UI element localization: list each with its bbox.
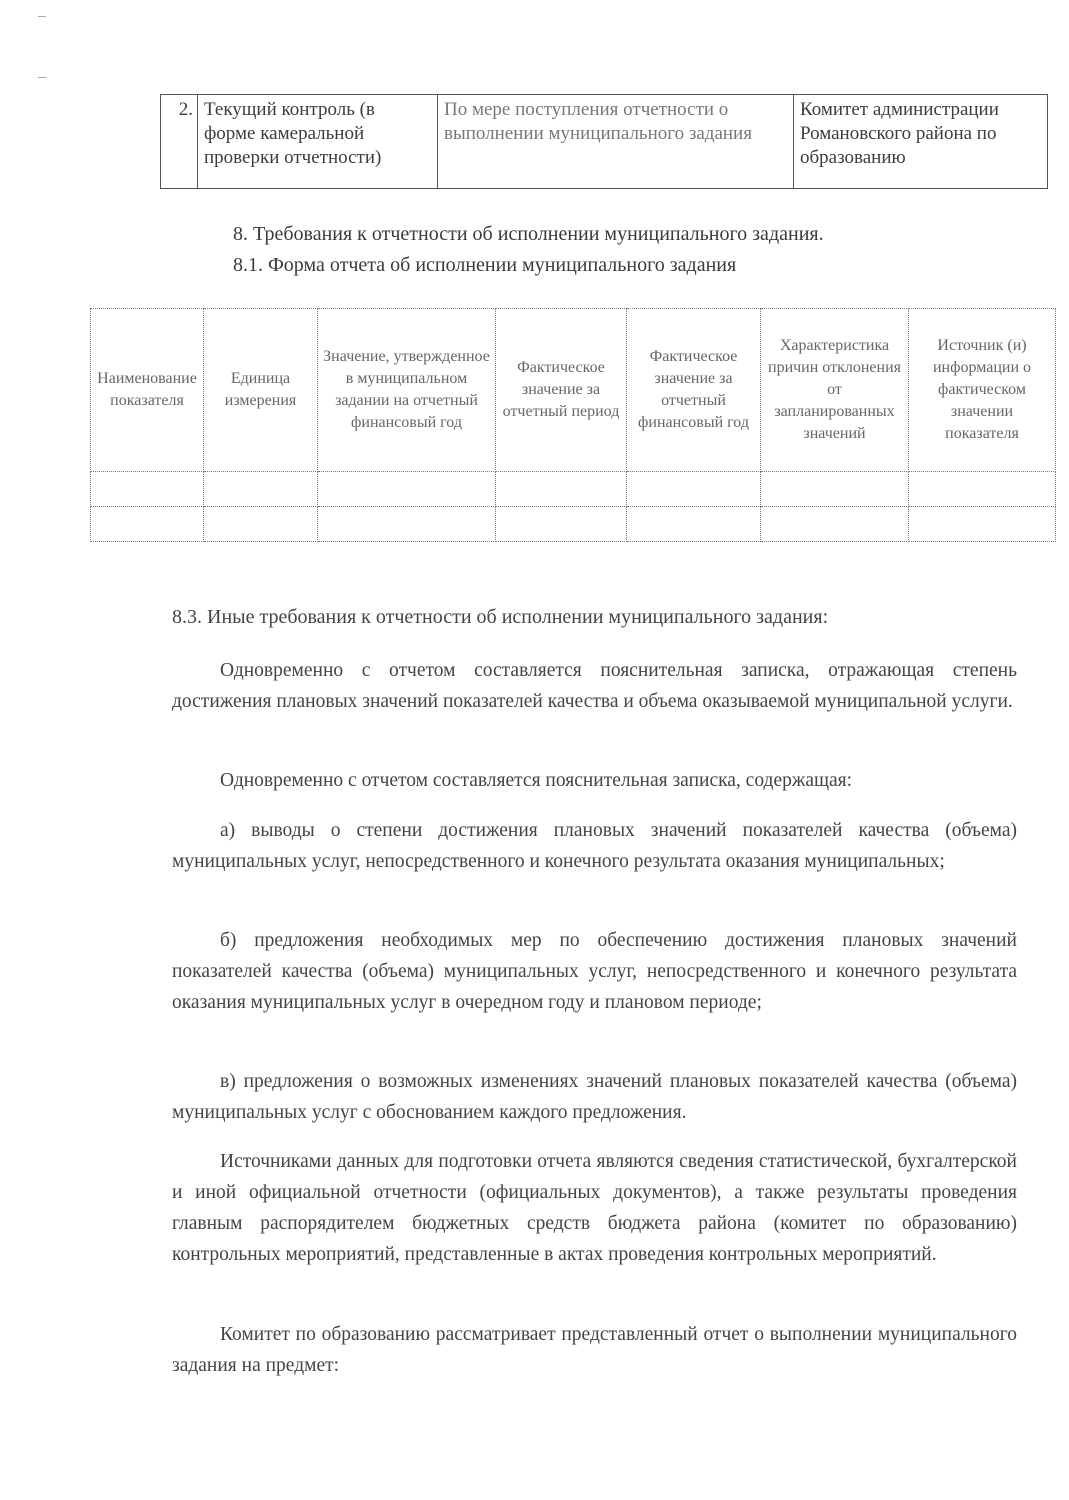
paragraph-text: Одновременно с отчетом составляется пояснительная записка, отражающая степень достижения плановых значений показателей качества и объема оказываемой муниципальной услуги.: [172, 660, 1017, 712]
table-row: [91, 507, 1056, 542]
scan-mark: [38, 77, 46, 78]
paragraph: [172, 925, 1017, 1018]
empty-cell: [318, 507, 496, 542]
empty-cell: [627, 472, 761, 507]
paragraph: [172, 1319, 1017, 1381]
row-number: 2.: [161, 95, 198, 189]
paragraph: [172, 1146, 1017, 1270]
paragraph-text: а) выводы о степени достижения плановых значений показателей качества (объема) муниципальных услуг, непосредственного и конечного результата оказания муниципальных;: [172, 820, 1017, 872]
paragraph: [172, 655, 1017, 717]
paragraph: [172, 1066, 1017, 1128]
header-cell: Фактическое значение за отчетный период: [496, 309, 627, 472]
header-cell: Значение, утвержденное в муниципальном задании на отчетный финансовый год: [318, 309, 496, 472]
empty-cell: [318, 472, 496, 507]
empty-cell: [909, 507, 1056, 542]
empty-cell: [204, 507, 318, 542]
paragraph: [172, 765, 1017, 796]
empty-cell: [91, 472, 204, 507]
empty-cell: [204, 472, 318, 507]
table-row: [91, 472, 1056, 507]
report-header-row: [91, 309, 1056, 472]
section-8-1-title: 8.1. Форма отчета об исполнении муниципального задания: [233, 254, 737, 276]
empty-cell: [496, 507, 627, 542]
paragraph-text: б) предложения необходимых мер по обеспечению достижения плановых значений показателей качества (объема) муниципальных услуг, непосредственного и конечного результата оказания муниципальных услуг в очередном году и плановом периоде;: [172, 930, 1017, 1013]
paragraph: [172, 815, 1017, 877]
empty-cell: [91, 507, 204, 542]
empty-cell: [627, 507, 761, 542]
header-cell: Источник (и) информации о фактическом значении показателя: [909, 309, 1056, 472]
paragraph-text: Одновременно с отчетом составляется пояснительная записка, содержащая:: [220, 770, 853, 791]
empty-cell: [761, 507, 909, 542]
empty-cell: [909, 472, 1056, 507]
empty-cell: [761, 472, 909, 507]
header-cell: Характеристика причин отклонения от запланированных значений: [761, 309, 909, 472]
paragraph-text: Комитет по образованию рассматривает представленный отчет о выполнении муниципального задания на предмет:: [172, 1324, 1017, 1376]
control-table: [160, 94, 1048, 189]
paragraph-text: в) предложения о возможных изменениях значений плановых показателей качества (объема) муниципальных услуг с обоснованием каждого предложения.: [172, 1071, 1017, 1123]
control-frequency-cell: По мере поступления отчетности о выполнении муниципального задания: [438, 95, 794, 189]
section-8-3-title: 8.3. Иные требования к отчетности об исполнении муниципального задания:: [172, 606, 829, 628]
control-table-row: [161, 95, 1048, 189]
header-cell: Наименование показателя: [91, 309, 204, 472]
control-body-cell: Комитет администрации Романовского района по образованию: [794, 95, 1048, 189]
section-8-title: 8. Требования к отчетности об исполнении муниципального задания.: [233, 223, 824, 245]
header-cell: Единица измерения: [204, 309, 318, 472]
control-type-cell: Текущий контроль (в форме камеральной проверки отчетности): [198, 95, 438, 189]
report-form-table: [90, 308, 1056, 542]
empty-cell: [496, 472, 627, 507]
paragraph-text: Источниками данных для подготовки отчета являются сведения статистической, бухгалтерской и иной официальной отчетности (официальных документов), а также результаты проведения главным распорядителем бюджетных средств бюджета района (комитет по образованию) контрольных мероприятий, представленные в актах проведения контрольных мероприятий.: [172, 1151, 1017, 1265]
scan-mark: [38, 16, 46, 17]
header-cell: Фактическое значение за отчетный финансовый год: [627, 309, 761, 472]
